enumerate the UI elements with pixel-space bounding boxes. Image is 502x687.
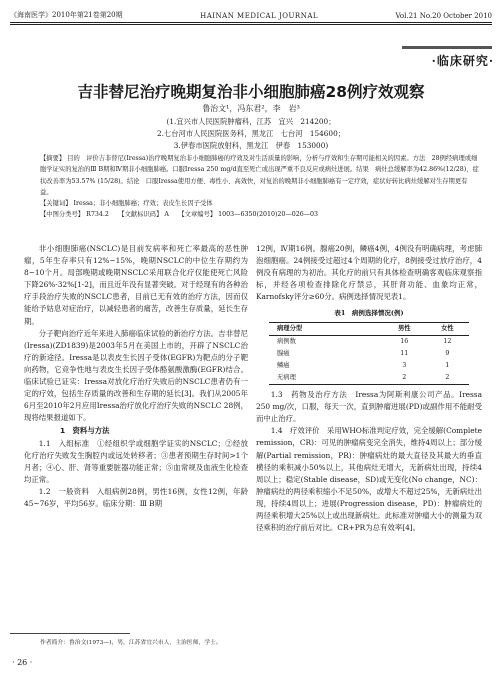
table-cell: 3	[402, 361, 407, 369]
journal-name-cn: 《海南医学》2010年第21卷第20期	[10, 11, 123, 19]
table-cell: 病例数	[277, 337, 296, 345]
affiliation-3: 3.伊春市医院放射科，黑龙江 伊春 153000)	[173, 141, 329, 150]
section-heading: 1 资料与方法	[60, 426, 110, 436]
keywords: 【关键词】 Iressa；非小细胞肺癌；疗效；表皮生长因子受体	[40, 200, 213, 208]
table-row	[269, 360, 469, 372]
table-row	[269, 348, 469, 360]
footnote-rule	[10, 633, 130, 634]
running-header	[10, 8, 492, 20]
table-title: 表1 病例选择情况(例)	[334, 309, 404, 318]
table-cell: 1	[445, 361, 450, 369]
table-header-cell: 男性	[397, 324, 411, 332]
affiliation-2: 2.七台河市人民医院医务科，黑龙江 七台河 154600；	[156, 129, 346, 138]
case-selection-table	[269, 322, 469, 385]
authors: 鲁治文¹，冯东君²，李 岩³	[202, 104, 300, 113]
table-header-cell: 病理分型	[277, 324, 303, 332]
abstract	[40, 153, 480, 221]
table-cell: 2	[445, 373, 450, 381]
table-header-row	[269, 322, 469, 335]
table-row	[269, 372, 469, 385]
inclusion-criteria: 1.1 入组标准 ①经组织学或细胞学证实的NSCLC；②经放化疗治疗失败发生胸腔内或远处转移者；③患者预期生存时间>1个月者；④心、肝、肾等重要脏器功能正常；⑤血常规及血液生化检查均正常。	[24, 438, 248, 484]
table-cell: 无病理	[277, 373, 296, 381]
left-column	[24, 243, 248, 510]
table-header-cell: 女性	[441, 324, 454, 332]
general-data: 1.2 一般资料 入组病例28例，男性16例，女性12例，年龄45~76岁，平均56岁。临床分期：Ⅲ B期	[24, 486, 248, 508]
table-cell: 腺癌	[277, 349, 290, 357]
article-title: 吉非替尼治疗晚期复治非小细胞肺癌28例疗效观察	[77, 83, 425, 101]
efficacy-evaluation: 1.4 疗效评价 采用WHO标准判定疗效，完全缓解(Complete remission，CR)：可见的肿瘤病变完全消失，维持4周以上；部分缓解(Partial remission，PR)：肿瘤病灶的最大直径及其最大的垂直横径的乘积减小50%以上，其他病灶无增大，无新病灶出现，持续4周以上；稳定(Stable disease，SD)或无变化(No change，NC)：肿瘤病灶的两径乘积缩小不足50%，或增大不超过25%，无新病灶出现，持续4周以上；进展(Progression disease，PD)：肿瘤病灶的两径乘积增大25%以上或出现新病灶。此标准对肿瘤大小的测量为双径乘积的治疗前后对比。CR+PR为总有效率[4]。	[256, 426, 482, 533]
abstract-text: 【摘要】 目的 评价吉非替尼(Iressa)治疗晚期复治非小细胞肺癌的疗效及对生活质量的影响，分析与疗效和生存期可能相关的因素。方法 28例经病理或细胞学证实的复治的Ⅲ B期和Ⅳ期非小细胞肺癌。口服Iressa 250 mg/d直至死亡或出现严重不良反应或病灶进展。结果 病灶总缓解率为42.86%(12/28)，症状改善率为53.57% (15/28)。结论 口服Iressa使用方便、毒性小、高效快，对复治的晚期非小细胞肺癌有一定疗效，症状好转比病灶缓解对生存期更有益。	[40, 155, 479, 196]
table-row	[269, 335, 469, 348]
right-column	[256, 243, 482, 534]
table-cell: 2	[402, 373, 407, 381]
table-cell: 9	[445, 349, 450, 357]
table-cell: 12	[443, 337, 452, 345]
journal-name-en: HAINAN MEDICAL JOURNAL	[200, 12, 319, 20]
author-footnote: 作者简介：鲁治文(1973—)，男，江苏省宜兴市人，主治医师，学士。	[40, 640, 222, 646]
header-rule	[10, 22, 492, 23]
journal-issue: Vol.21 No.20 October 2010	[395, 12, 492, 20]
table-cell: 鳞癌	[277, 361, 290, 369]
section-label: ·临床研究·	[431, 54, 494, 68]
page-number: · 26 ·	[12, 658, 33, 667]
general-data-continued: 12例，Ⅳ期16例。腺癌20例，鳞癌4例，4例没有明确病理，考虑肺泡细胞癌。24例接受过超过4个周期的化疗，8例接受过放疗治疗，4例没有病理的为初治。其化疗的前只有具体检查明确客观临床观察指标，并经各项检查排除化疗禁忌，其肝肾功能、血象均正常，Karnofsky评分≥60分。病例选择情况见表1。	[256, 244, 482, 302]
table-cell: 11	[400, 349, 409, 357]
table-cell: 16	[400, 337, 409, 345]
header-rule-thin	[10, 24, 492, 25]
affiliation-1: (1.宜兴市人民医院肿瘤科，江苏 宜兴 214200；	[166, 117, 336, 126]
intro-paragraph-1: 非小细胞肺癌(NSCLC)是目前发病率和死亡率最高的恶性肿瘤，5年生存率只有12%~15%，晚期NSCLC的中位生存期约为8~10个月。局部晚期或晚期NSCLC采用联合化疗仅能使死亡风险下降26%-32%[1-2]，而且近年没有显著突破。对于经现有的各种治疗手段治疗失败的NSCLC患者，目前已无有效的治疗方法，因而仅能给予姑息对症治疗，以减轻患者的痛苦，改善生存质量，延长生存期。	[24, 244, 248, 326]
classification-codes: 【中图分类号】 R734.2 【文献标识码】 A 【文章编号】 1003—6350(2010)20—026—03	[40, 211, 319, 219]
intro-paragraph-2: 分子靶向治疗近年来进入肺癌临床试验的新治疗方法。吉非替尼(Iressa)(ZD1839)是2003年5月在美国上市的，开辟了NSCLC治疗的新途径。Iressa是以表皮生长因子受体(EGFR)为靶点的分子靶向药物，它竞争性地与表皮生长因子受体酪氨酸激酶(EGFR)结合。临床试验已证实：Iressa对放化疗治疗失败后的NSCLC患者仍有一定的疗效，包括生存质量的改善和生存期的延长[3]。我们从2005年6月至2010年2月应用Iressa治疗放化疗治疗失败的NSCLC 28例，现将结果报道如下。	[24, 328, 248, 423]
drug-and-method: 1.3 药物及治疗方法 Iressa为阿斯利康公司产品。Iressa 250 mg/次，口服，每天一次，直到肿瘤进展(PD)或副作用不能耐受而中止治疗。	[256, 390, 482, 424]
